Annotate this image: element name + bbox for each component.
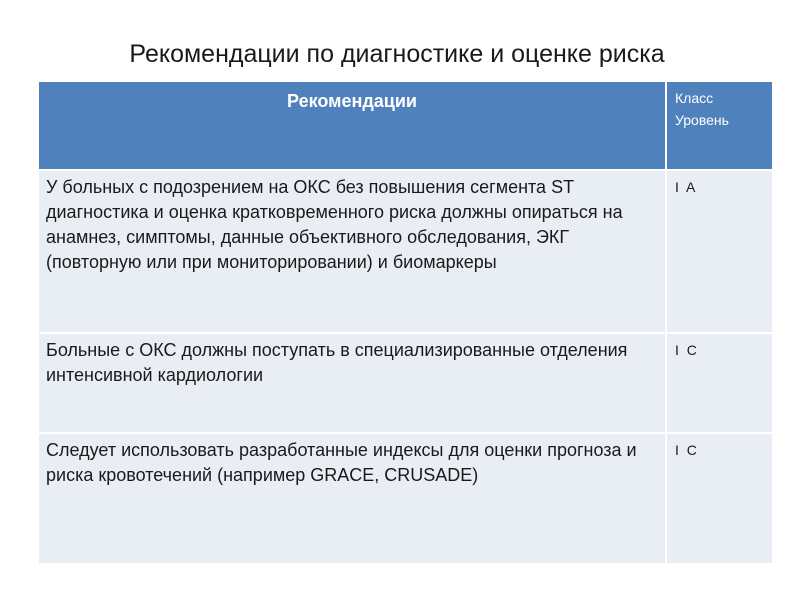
class-label: Класс [675,90,714,106]
class-level-value: I C [666,333,772,433]
class-level-value: I A [666,170,772,333]
recommendation-text: Больные с ОКС должны поступать в специализированные отделения интенсивной кардиологии [39,333,666,433]
column-header-recommendations: Рекомендации [39,82,666,170]
class-level-value: I C [666,433,772,563]
table-row [39,433,772,563]
recommendation-text: Следует использовать разработанные индексы для оценки прогноза и риска кровотечений (например GRACE, CRUSADE) [39,433,666,563]
table-header-row [39,82,772,170]
column-header-class-level [666,82,772,170]
table-row [39,170,772,333]
recommendation-text: У больных с подозрением на ОКС без повышения сегмента ST диагностика и оценка кратковременного риска должны опираться на анамнез, симптомы, данные объективного обследования, ЭКГ (повторную или при мониторировании) и биомаркеры [39,170,666,333]
recommendations-table [39,82,772,563]
table-row [39,333,772,433]
level-label: Уровень [675,112,729,128]
slide-title: Рекомендации по диагностике и оценке риска [129,40,665,68]
